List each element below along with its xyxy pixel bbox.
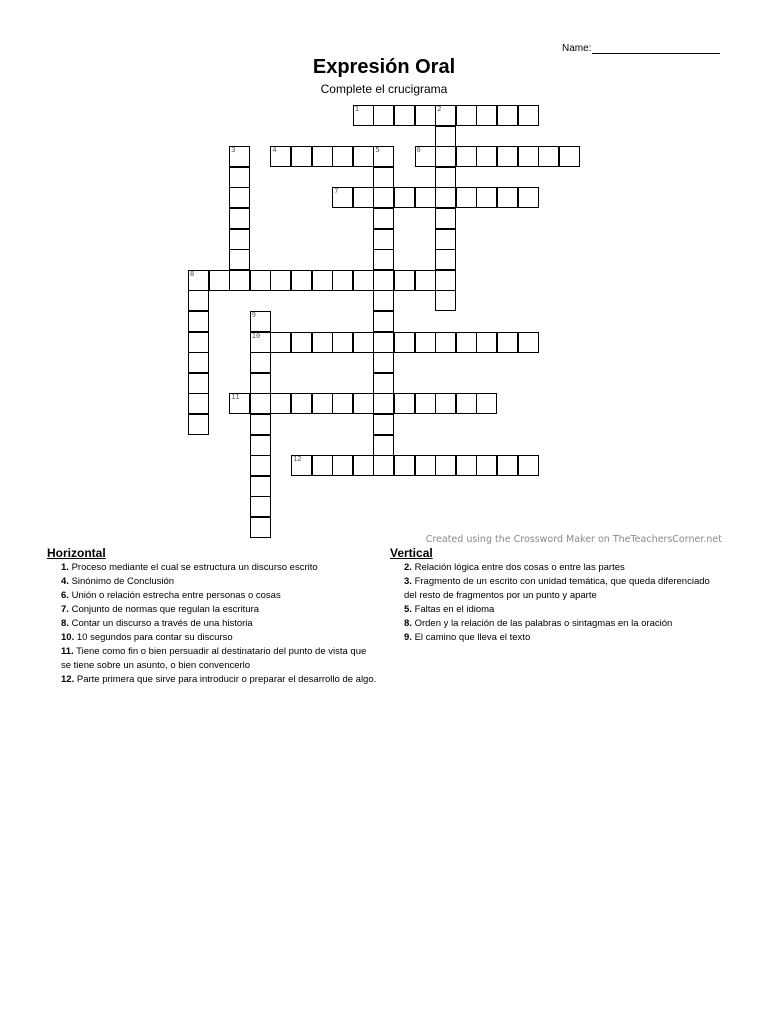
clue-text: Contar un discurso a través de una historia [71,618,253,629]
crossword-cell[interactable] [188,393,209,414]
across-clue [47,575,377,589]
down-clues [390,546,710,645]
across-clue [47,589,377,603]
crossword-cell[interactable] [332,332,353,353]
crossword-cell[interactable] [538,146,559,167]
clue-number: 3 [231,146,236,155]
crossword-cell[interactable] [250,455,271,476]
clue-number: 4 [272,146,277,155]
crossword-cell[interactable] [497,105,518,126]
crossword-cell[interactable] [332,455,353,476]
clue-number: 12. [61,674,75,685]
crossword-cell[interactable] [415,332,436,353]
clue-number: 11. [61,646,74,657]
crossword-cell[interactable] [188,352,209,373]
crossword-cell[interactable] [353,105,374,126]
crossword-cell[interactable] [518,105,539,126]
clue-text: Parte primera que sirve para introducir o preparar el desarrollo de algo. [76,674,377,685]
clue-number: 6. [61,590,69,601]
crossword-cell[interactable] [188,414,209,435]
crossword-cell[interactable] [353,187,374,208]
crossword-cell[interactable] [518,187,539,208]
crossword-cell[interactable] [476,332,497,353]
crossword-cell[interactable] [435,208,456,229]
crossword-cell[interactable] [332,270,353,291]
crossword-cell[interactable] [250,476,271,497]
crossword-cell[interactable] [250,393,271,414]
crossword-cell[interactable] [270,270,291,291]
crossword-cell[interactable] [476,393,497,414]
clue-number: 9. [404,632,412,643]
crossword-cell[interactable] [312,270,333,291]
crossword-cell[interactable] [229,393,250,414]
across-clue [47,645,377,673]
crossword-cell[interactable] [559,146,580,167]
clue-text: Faltas en el idioma [414,604,495,615]
clue-text: Unión o relación estrecha entre personas o cosas [71,590,281,601]
crossword-cell[interactable] [456,393,477,414]
crossword-cell[interactable] [250,496,271,517]
crossword-cell[interactable] [332,187,353,208]
clue-number: 1 [354,105,360,113]
name-label: Name: [562,43,592,54]
clue-number: 2. [404,562,412,573]
crossword-cell[interactable] [229,146,250,167]
crossword-cell[interactable] [188,332,209,353]
crossword-cell[interactable] [373,187,394,208]
crossword-cell[interactable] [373,105,394,126]
crossword-cell[interactable] [415,270,436,291]
clue-number: 7. [61,604,69,615]
clue-number: 1. [61,562,69,573]
crossword-cell[interactable] [229,229,250,250]
crossword-cell[interactable] [373,455,394,476]
crossword-cell[interactable] [394,332,415,353]
clue-text: Tiene como fin o bien persuadir al destinatario del punto de vista que se tiene sobre un asunto, o bien convencerlo [61,646,367,671]
crossword-cell[interactable] [435,290,456,311]
crossword-cell[interactable] [497,146,518,167]
crossword-cell[interactable] [394,455,415,476]
crossword-cell[interactable] [250,270,271,291]
crossword-cell[interactable] [476,146,497,167]
crossword-cell[interactable] [456,332,477,353]
crossword-cell[interactable] [250,373,271,394]
crossword-cell[interactable] [415,187,436,208]
crossword-cell[interactable] [250,352,271,373]
crossword-cell[interactable] [435,187,456,208]
crossword-cell[interactable] [270,393,291,414]
crossword-cell[interactable] [373,311,394,332]
across-clue [47,617,377,631]
crossword-cell[interactable] [250,517,271,538]
down-clue [390,575,710,603]
crossword-cell[interactable] [229,208,250,229]
crossword-cell[interactable] [394,393,415,414]
clue-number: 8. [404,618,412,629]
crossword-cell[interactable] [456,105,477,126]
clue-number: 3. [404,576,412,587]
crossword-cell[interactable] [270,332,291,353]
crossword-cell[interactable] [332,393,353,414]
clue-text: Sinónimo de Conclusión [71,576,175,587]
crossword-cell[interactable] [229,187,250,208]
crossword-cell[interactable] [373,414,394,435]
across-heading: Horizontal [47,546,106,560]
crossword-cell[interactable] [250,332,271,353]
across-clue [47,631,377,645]
crossword-cell[interactable] [497,332,518,353]
crossword-cell[interactable] [415,393,436,414]
clue-number: 5 [375,146,380,155]
crossword-cell[interactable] [373,393,394,414]
crossword-cell[interactable] [188,290,209,311]
crossword-cell[interactable] [312,332,333,353]
crossword-cell[interactable] [229,249,250,270]
across-clue [47,561,377,575]
across-clue-list [47,561,377,687]
clue-number: 10. [61,632,75,643]
crossword-cell[interactable] [373,435,394,456]
crossword-cell[interactable] [476,455,497,476]
clue-number: 8 [190,269,195,278]
down-clue [390,603,710,617]
page-subtitle: Complete el crucigrama [320,82,448,96]
crossword-cell[interactable] [415,455,436,476]
clue-number: 2 [437,105,442,113]
clue-number: 12 [293,455,302,464]
crossword-cell[interactable] [518,146,539,167]
crossword-cell[interactable] [435,332,456,353]
crossword-cell[interactable] [497,187,518,208]
crossword-cell[interactable] [518,332,539,353]
clue-number: 9 [251,311,257,319]
crossword-cell[interactable] [435,126,456,147]
crossword-cell[interactable] [312,393,333,414]
clue-text: Proceso mediante el cual se estructura un discurso escrito [71,562,318,573]
down-heading: Vertical [390,546,433,560]
crossword-cell[interactable] [476,105,497,126]
crossword-cell[interactable] [394,105,415,126]
crossword-cell[interactable] [373,332,394,353]
clue-text: Orden y la relación de las palabras o sintagmas en la oración [414,618,673,629]
crossword-cell[interactable] [353,332,374,353]
page-title: Expresión Oral [312,56,456,78]
crossword-cell[interactable] [373,229,394,250]
crossword-cell[interactable] [373,270,394,291]
clue-text: Fragmento de un escrito con unidad temática, que queda diferenciado del resto de fragmentos por un punto y aparte [404,576,710,601]
down-clue [390,561,710,575]
crossword-cell[interactable] [373,167,394,188]
crossword-cell[interactable] [291,393,312,414]
crossword-cell[interactable] [415,146,436,167]
crossword-cell[interactable] [270,146,291,167]
crossword-cell[interactable] [291,270,312,291]
across-clues [47,546,377,687]
crossword-cell[interactable] [435,270,456,291]
crossword-cell[interactable] [456,455,477,476]
crossword-cell[interactable] [312,455,333,476]
credit-text: Created using the Crossword Maker on TheTeachersCorner.net [425,534,722,545]
crossword-cell[interactable] [188,373,209,394]
crossword-cell[interactable] [312,146,333,167]
crossword-cell[interactable] [435,146,456,167]
crossword-cell[interactable] [394,270,415,291]
crossword-cell[interactable] [229,167,250,188]
crossword-cell[interactable] [353,146,374,167]
clue-number: 5. [404,604,412,615]
clue-text: Conjunto de normas que regulan la escritura [71,604,260,615]
clue-number: 11 [231,393,240,402]
clue-number: 6 [416,146,421,155]
crossword-cell[interactable] [291,455,312,476]
crossword-cell[interactable] [435,105,456,126]
across-clue [47,603,377,617]
crossword-cell[interactable] [250,311,271,332]
crossword-cell[interactable] [456,146,477,167]
clue-number: 4. [61,576,69,587]
clue-number: 10 [251,331,261,340]
crossword-cell[interactable] [373,249,394,270]
crossword-cell[interactable] [250,414,271,435]
crossword-cell[interactable] [291,146,312,167]
down-clue-list [390,561,710,645]
crossword-cell[interactable] [373,352,394,373]
down-clue [390,617,710,631]
crossword-cell[interactable] [435,249,456,270]
crossword-cell[interactable] [518,455,539,476]
across-clue [47,673,377,687]
clue-text: El camino que lleva el texto [414,632,531,643]
crossword-cell[interactable] [353,270,374,291]
crossword-cell[interactable] [332,146,353,167]
crossword-cell[interactable] [435,455,456,476]
clue-number: 8. [61,618,69,629]
crossword-cell[interactable] [188,311,209,332]
crossword-cell[interactable] [373,290,394,311]
clue-text: 10 segundos para contar su discurso [76,632,233,643]
clue-text: Relación lógica entre dos cosas o entre las partes [414,562,625,573]
crossword-cell[interactable] [209,270,230,291]
crossword-cell[interactable] [373,146,394,167]
crossword-cell[interactable] [188,270,209,291]
crossword-cell[interactable] [456,187,477,208]
down-clue [390,631,710,645]
crossword-cell[interactable] [353,393,374,414]
crossword-cell[interactable] [435,167,456,188]
crossword-cell[interactable] [435,229,456,250]
crossword-cell[interactable] [291,332,312,353]
crossword-cell[interactable] [373,373,394,394]
crossword-cell[interactable] [415,105,436,126]
clue-number: 7 [334,187,339,196]
crossword-cell[interactable] [394,187,415,208]
crossword-cell[interactable] [497,455,518,476]
crossword-cell[interactable] [250,435,271,456]
crossword-cell[interactable] [476,187,497,208]
crossword-cell[interactable] [353,455,374,476]
crossword-cell[interactable] [373,208,394,229]
crossword-cell[interactable] [435,393,456,414]
crossword-cell[interactable] [229,270,250,291]
